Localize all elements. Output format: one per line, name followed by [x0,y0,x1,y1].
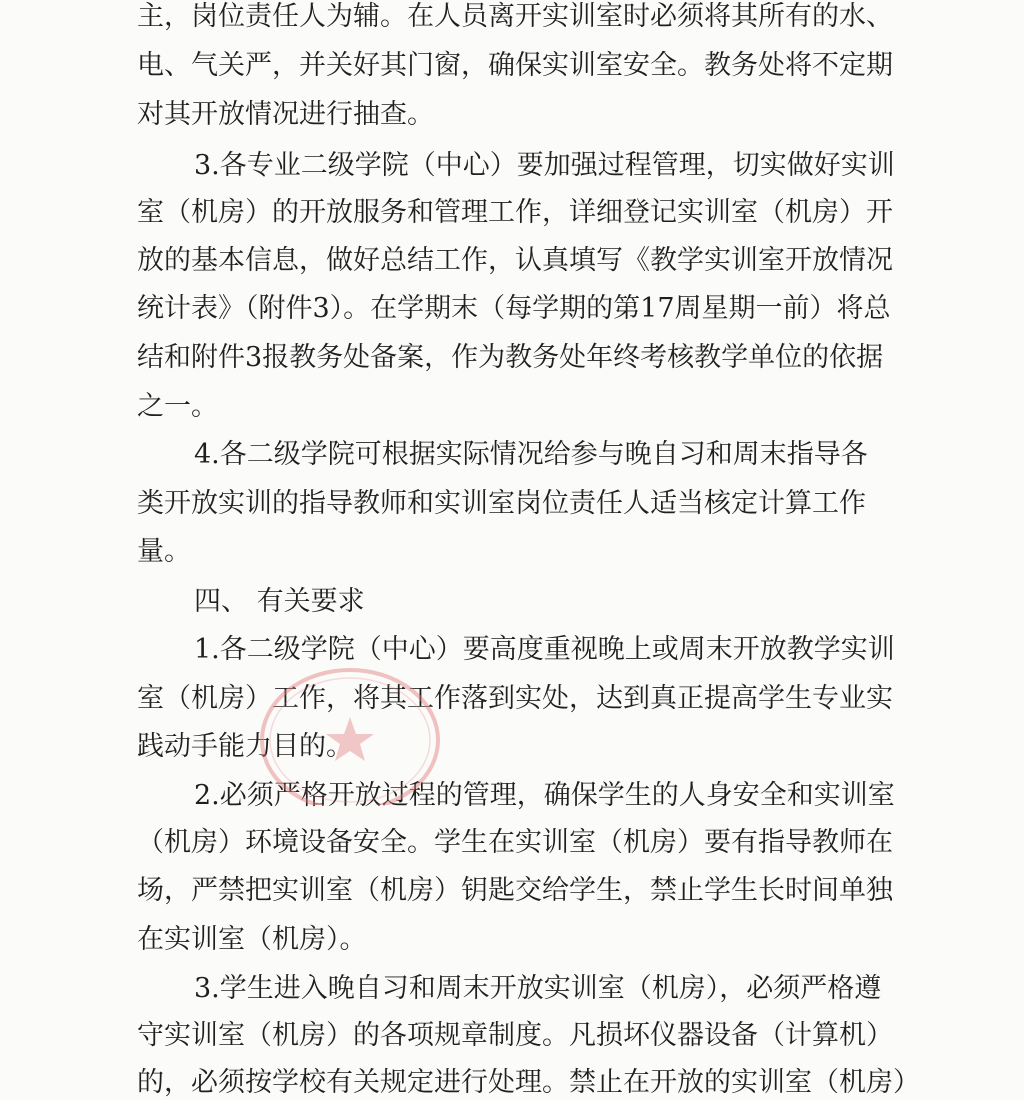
line-text: 3.各专业二级学院（中心）要加强过程管理，切实做好实训 [194,150,895,181]
body-line [0,535,1024,569]
line-text: 守实训室（机房）的各项规章制度。凡损坏仪器设备（计算机） [137,1020,893,1051]
line-text: 1.各二级学院（中心）要高度重视晚上或周末开放教学实训 [194,634,895,665]
body-line [0,730,1024,764]
body-line [0,826,1024,860]
body-line [0,779,1024,813]
body-line [0,244,1024,278]
body-line [0,341,1024,375]
body-line [0,0,1024,34]
body-line [0,438,1024,472]
body-line [0,149,1024,183]
body-line [0,292,1024,326]
body-line [0,682,1024,716]
body-line [0,196,1024,230]
line-text: 场，严禁把实训室（机房）钥匙交给学生，禁止学生长时间单独 [137,875,893,906]
section-heading [0,585,1024,619]
line-text: 室（机房）的开放服务和管理工作，详细登记实训室（机房）开 [137,197,893,228]
section-heading-text: 四、 有关要求 [194,586,365,617]
line-text: 对其开放情况进行抽查。 [137,99,434,130]
line-text: 践动手能力目的。 [137,731,353,762]
line-text: 量。 [137,536,191,567]
line-text: 4.各二级学院可根据实际情况给参与晚自习和周末指导各 [194,439,868,470]
body-line [0,1066,1024,1100]
line-text: 结和附件3报教务处备案，作为教务处年终考核教学单位的依据 [137,342,884,373]
line-text: 放的基本信息，做好总结工作，认真填写《教学实训室开放情况 [137,245,893,276]
body-line [0,49,1024,83]
body-line [0,1019,1024,1053]
body-line [0,923,1024,957]
body-line [0,390,1024,424]
line-text: 统计表》（附件3）。在学期末（每学期的第17周星期一前）将总 [137,293,891,324]
body-line [0,487,1024,521]
line-text: 类开放实训的指导教师和实训室岗位责任人适当核定计算工作 [137,488,866,519]
line-text: 电、气关严，并关好其门窗，确保实训室安全。教务处将不定期 [137,50,893,81]
line-text: 主，岗位责任人为辅。在人员离开实训室时必须将其所有的水、 [137,1,893,32]
line-text: （机房）环境设备安全。学生在实训室（机房）要有指导教师在 [137,827,893,858]
body-line [0,874,1024,908]
line-text: 3.学生进入晚自习和周末开放实训室（机房），必须严格遵 [194,973,882,1004]
line-text: 的，必须按学校有关规定进行处理。禁止在开放的实训室（机房） [137,1067,920,1098]
body-line [0,972,1024,1006]
body-line [0,98,1024,132]
line-text: 之一。 [137,391,218,422]
body-line [0,633,1024,667]
line-text: 2.必须严格开放过程的管理，确保学生的人身安全和实训室 [194,780,895,811]
line-text: 在实训室（机房）。 [137,924,367,955]
line-text: 室（机房）工作，将其工作落到实处，达到真正提高学生专业实 [137,683,893,714]
